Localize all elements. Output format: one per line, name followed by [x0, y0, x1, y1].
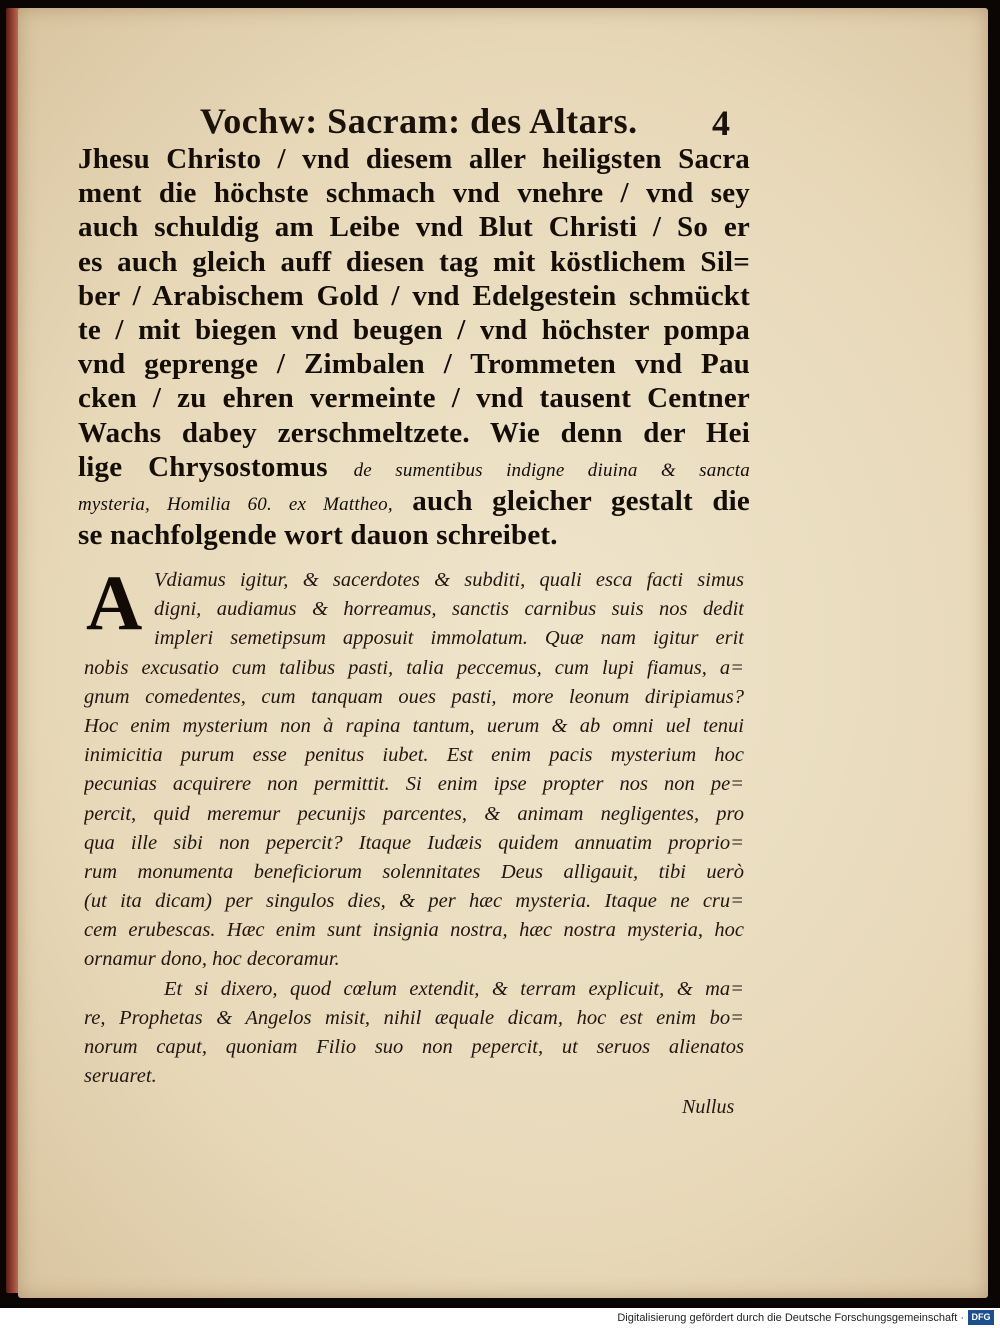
german-paragraph	[78, 142, 750, 552]
latin-line: digni, audiamus & horreamus, sanctis carnibus suis nos dedit	[154, 598, 744, 621]
dfg-credit: Digitalisierung gefördert durch die Deutsche Forschungsgemeinschaft ·	[617, 1312, 964, 1324]
german-line: es auch gleich auff diesen tag mit köstlichem Sil=	[78, 245, 750, 278]
german-line-mixed	[78, 484, 750, 518]
german-line: ber / Arabischem Gold / vnd Edelgestein schmückt	[78, 279, 750, 312]
latin-line: inimicitia purum esse penitus iubet. Est enim pacis mysterium hoc	[84, 744, 744, 767]
german-line: Wachs dabey zerschmeltzete. Wie denn der Hei	[78, 416, 750, 449]
latin-line: (ut ita dicam) per singulos dies, & per hæc mysteria. Itaque ne cru=	[84, 890, 744, 913]
latin-line: norum caput, quoniam Filio suo non pepercit, ut seruos alienatos	[84, 1036, 744, 1058]
latin-line: seruaret.	[84, 1065, 157, 1088]
latin-line: rum monumenta beneficiorum solennitates Deus alligauit, tibi uerò	[84, 860, 744, 883]
dfg-logo: DFG	[968, 1310, 994, 1325]
latin-line: qua ille sibi non pepercit? Itaque Iudæis quidem annuatim proprio=	[84, 831, 744, 854]
german-line-mixed	[78, 450, 750, 484]
latin-citation: de sumentibus indigne diuina & sancta	[353, 459, 750, 481]
latin-line: Et si dixero, quod cœlum extendit, & terram explicuit, & ma=	[164, 977, 744, 1000]
drop-initial: A	[86, 559, 143, 646]
latin-citation: mysteria, Homilia 60. ex Mattheo,	[78, 493, 393, 515]
german-line: Jhesu Christo / vnd diesem aller heiligsten Sacra	[78, 143, 750, 175]
latin-line: nobis excusatio cum talibus pasti, talia peccemus, cum lupi fiamus, a=	[84, 656, 744, 679]
latin-line: Vdiamus igitur, & sacerdotes & subditi, quali esca facti simus	[154, 569, 744, 591]
german-line: cken / zu ehren vermeinte / vnd tausent Centner	[78, 382, 750, 415]
german-line: te / mit biegen vnd beugen / vnd höchster pompa	[78, 313, 750, 346]
german-line: vnd geprenge / Zimbalen / Trommeten vnd Pau	[78, 348, 750, 381]
latin-line: ornamur dono, hoc decoramur.	[84, 948, 340, 971]
german-line: ment die höchste schmach vnd vnehre / vnd sey	[78, 177, 750, 210]
catchword: Nullus	[682, 1096, 735, 1118]
german-fragment: auch gleicher gestalt die	[412, 484, 750, 517]
german-line: auch schuldig am Leibe vnd Blut Christi / So er	[78, 211, 750, 244]
latin-line: cem erubescas. Hæc enim sunt insignia nostra, hæc nostra mysteria, hoc	[84, 919, 744, 942]
latin-line: re, Prophetas & Angelos misit, nihil æquale dicam, hoc est enim bo=	[84, 1006, 744, 1029]
running-title: Vochw: Sacram: des Altars.	[200, 101, 638, 141]
latin-quotation	[84, 559, 744, 1088]
page-number: 4	[712, 103, 730, 143]
latin-line: Hoc enim mysterium non à rapina tantum, uerum & ab omni uel tenui	[84, 714, 744, 737]
latin-line: gnum comedentes, cum tanquam oues pasti, more leonum diripiamus?	[84, 685, 744, 708]
latin-line: pecunias acquirere non permittit. Si enim ipse propter nos non pe=	[84, 773, 744, 796]
german-line: se nachfolgende wort dauon schreibet.	[78, 519, 558, 552]
latin-line: impleri semetipsum apposuit immolatum. Quæ nam igitur erit	[154, 627, 744, 650]
german-fragment: lige Chrysostomus	[78, 450, 328, 483]
latin-line: percit, quid meremur pecunijs parcentes, & animam negligentes, pro	[84, 802, 744, 825]
